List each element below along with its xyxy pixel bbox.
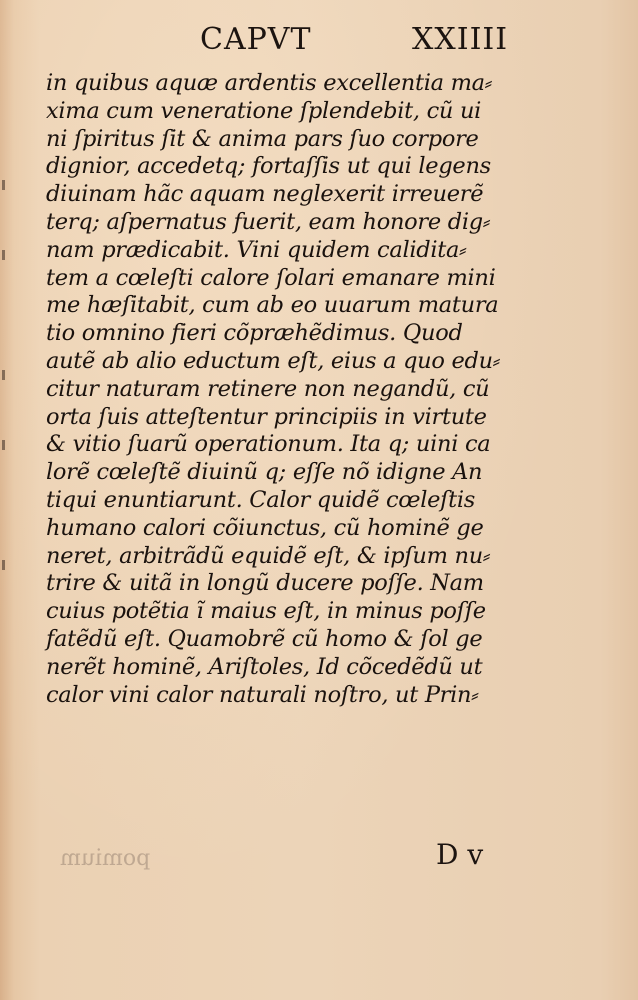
- text-line: citur naturam retinere non negandũ, cũ: [46, 375, 490, 402]
- show-through-text: pomium: [60, 846, 151, 871]
- text-line: diuinam hãc aquam neglexerit irreuerẽ: [46, 181, 484, 208]
- text-line: & vitio ſuarũ operationum. Ita q; uini ca: [46, 431, 491, 458]
- body-text: [46, 70, 576, 709]
- text-line: ni ſpiritus ſit & anima pars ſuo corpore: [46, 125, 479, 152]
- text-line: trire & uitã in longũ ducere poſſe. Nam: [46, 570, 484, 597]
- running-head-chapter-number: XXIIII: [412, 22, 509, 57]
- text-line: in quibus aquæ ardentis excellentia ma⸗: [46, 70, 492, 96]
- text-line: lorẽ cœleſtẽ diuinũ q; eſſe nõ idigne An: [46, 459, 483, 486]
- text-line: cuius potẽtia ĩ maius eſt, in minus poſſe: [46, 598, 486, 625]
- text-line: fatẽdũ eſt. Quamobrẽ cũ homo & ſol ge: [46, 625, 483, 652]
- text-line: orta ſuis atteſtentur principiis in virtute: [46, 403, 487, 430]
- text-line: neret, arbitrãdũ equidẽ eſt, & ipſum nu⸗: [46, 542, 491, 569]
- text-line: terq; aſpernatus fuerit, eam honore dig⸗: [46, 208, 491, 235]
- text-line: nerẽt hominẽ, Ariſtoles, Id cõcedẽdũ ut: [46, 653, 483, 680]
- gutter-binding-marks: [0, 140, 10, 740]
- text-line: xima cum veneratione ſplendebit, cũ ui: [46, 97, 482, 124]
- text-line: dignior, accedetq; fortaſſis ut qui legens: [46, 153, 491, 180]
- text-line: tem a cœleſti calore ſolari emanare mini: [46, 264, 496, 291]
- text-line: me hæſitabit, cum ab eo uuarum matura: [46, 292, 499, 319]
- signature-mark: D v: [436, 838, 484, 871]
- text-line: humano calori cõiunctus, cũ hominẽ ge: [46, 514, 484, 541]
- running-head: [0, 22, 638, 62]
- running-head-caput: CAPVT: [200, 22, 312, 57]
- text-line: tio omnino fieri cõpræhẽdimus. Quod: [46, 320, 463, 347]
- text-line: autẽ ab alio eductum eſt, eius a quo edu⸗: [46, 347, 500, 374]
- text-line: tiqui enuntiarunt. Calor quidẽ cœleſtis: [46, 486, 476, 513]
- text-line: nam prædicabit. Vini quidem calidita⸗: [46, 236, 467, 263]
- text-line: calor vini calor naturali noſtro, ut Prin⸗: [46, 681, 479, 708]
